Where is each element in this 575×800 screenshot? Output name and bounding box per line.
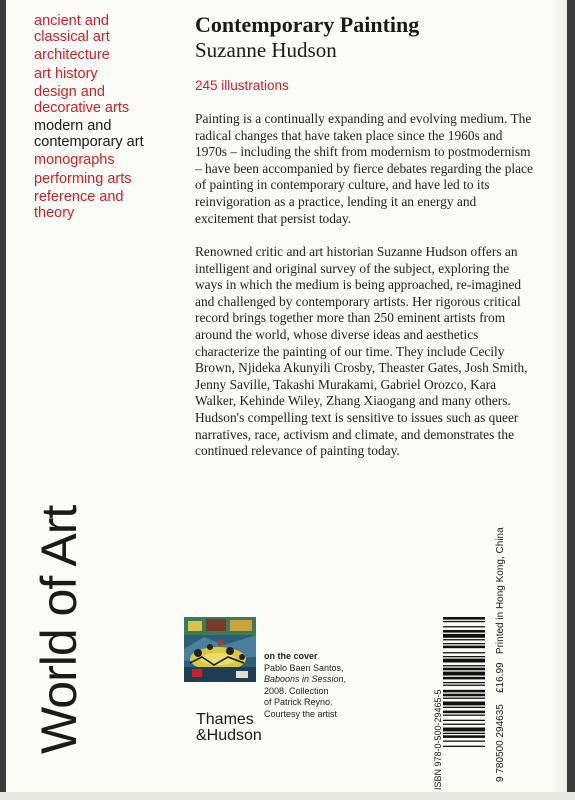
cover-caption-details: Courtesy the artist [264, 708, 338, 719]
book-author: Suzanne Hudson [195, 38, 337, 62]
publisher-logo-line: Thames [196, 711, 254, 728]
spine-shadow [551, 0, 567, 792]
isbn-label: ISBN 978-0-500-29465-5 [433, 689, 443, 790]
cover-caption-title-line [264, 674, 384, 686]
category-line: classical art [34, 28, 110, 45]
barcode-digits: 9 780500 294635 [495, 704, 506, 782]
illustrations-count: 245 illustrations [195, 78, 289, 93]
barcode-bar [443, 698, 485, 699]
category-line: performing arts [34, 170, 132, 187]
category-line: decorative arts [34, 99, 130, 116]
barcode-bar [443, 668, 485, 671]
category-line: art history [34, 65, 98, 82]
barcode-bar [443, 690, 485, 693]
category-line: architecture [34, 47, 110, 63]
barcode-bar [443, 694, 485, 697]
barcode-bar [443, 685, 485, 686]
barcode-bar [443, 621, 485, 622]
barcode-bar [443, 682, 485, 683]
barcode-bar [443, 735, 485, 738]
barcode-bar [443, 665, 485, 666]
barcode-bar [443, 715, 485, 716]
cover-caption-heading: on the cover [264, 651, 318, 661]
blurb-paragraph-1: Painting is a continually expanding and evolving medium. The radical changes that have taken place since the 1960s and 1970s – including the shift from modernism to postmodernism – have been accompanied by fierce debates regarding the place of painting in contemporary culture, and have led to its reinvigoration as a practice, lending it an energy and excitement that persist today. [195, 111, 533, 226]
barcode-bar [443, 741, 485, 742]
barcode-bar [443, 639, 485, 640]
barcode-bar [443, 724, 485, 725]
cover-caption-work-title: Baboons in Session [264, 674, 344, 684]
series-title: World of Art [31, 505, 87, 754]
category-line: modern and [34, 118, 112, 134]
cover-caption-comma: , [343, 674, 347, 684]
book-title: Contemporary Painting [195, 12, 420, 37]
category-monographs[interactable] [34, 153, 194, 169]
publisher-logo-line: &Hudson [196, 727, 262, 744]
blurb-paragraph-2: Renowned critic and art historian Suzanne Hudson offers an intelligent and original survey of the subject, exploring the ways in which the medium is being approached, re-imagined and challenged by contemporary artists. Her rigorous critical record brings together more than 250 eminent artists from around the world, whose diverse ideas and aesthetics characterize the painting of our time. They include Cecily Brown, Njideka Akunyili Crosby, Theaster Gates, Josh Smith, Jenny Saville, Takashi Murakami, Gabriel Orozco, Kara Walker, Kehinde Wiley, Zhang Xiaogang and many others. Hudson's compelling text is sensitive to issues such as queer narratives, race, activism and climate, and demonstrates the continued relevance of painting today. [195, 244, 528, 459]
barcode-bar [443, 646, 485, 649]
barcode-bar [443, 656, 485, 657]
category-modern-contemporary-art[interactable] [34, 119, 194, 150]
barcode-bar [443, 659, 485, 663]
category-line: design and [34, 84, 105, 100]
category-architecture[interactable] [34, 48, 194, 64]
category-ancient-classical-art[interactable] [34, 14, 194, 45]
cover-caption-details: of Patrick Reyno. [264, 697, 333, 707]
price: £16.99 [495, 662, 506, 694]
barcode-bar [443, 672, 485, 676]
category-line: contemporary art [34, 133, 144, 150]
category-design-decorative-arts[interactable] [34, 85, 194, 116]
category-line: monographs [34, 152, 115, 168]
barcode-bar [443, 707, 485, 708]
cover-caption-artist: Pablo Baen Santos, [264, 662, 344, 673]
barcode-bar [443, 702, 485, 706]
page-edge [0, 792, 575, 800]
barcode-bar [443, 746, 485, 747]
barcode-bar [443, 634, 485, 638]
cover-artwork-image [184, 617, 256, 682]
category-line: reference and [34, 189, 124, 205]
barcode-bar [443, 617, 485, 620]
barcode [443, 615, 485, 785]
cover-caption-details: 2008. Collection [264, 685, 329, 696]
cover-artwork-thumbnail [184, 617, 256, 682]
barcode-bar [443, 711, 485, 714]
category-line: theory [34, 204, 75, 221]
barcode-bars [443, 615, 485, 785]
printed-in: Printed in Hong Kong, China [495, 527, 506, 655]
category-reference-theory[interactable] [34, 190, 194, 221]
category-list [34, 14, 194, 224]
barcode-bar [443, 652, 485, 653]
category-performing-arts[interactable] [34, 172, 194, 188]
barcode-bar [443, 643, 485, 644]
barcode-bar [443, 630, 485, 633]
back-cover [6, 0, 567, 792]
barcode-footer [495, 527, 507, 782]
barcode-bar [443, 626, 485, 627]
barcode-bar [443, 728, 485, 732]
barcode-bar [443, 733, 485, 734]
publisher-logo [196, 712, 262, 744]
barcode-bar [443, 677, 485, 680]
cover-caption [264, 651, 384, 720]
category-line: ancient and [34, 13, 109, 29]
category-art-history[interactable] [34, 67, 194, 83]
barcode-bar [443, 720, 485, 721]
